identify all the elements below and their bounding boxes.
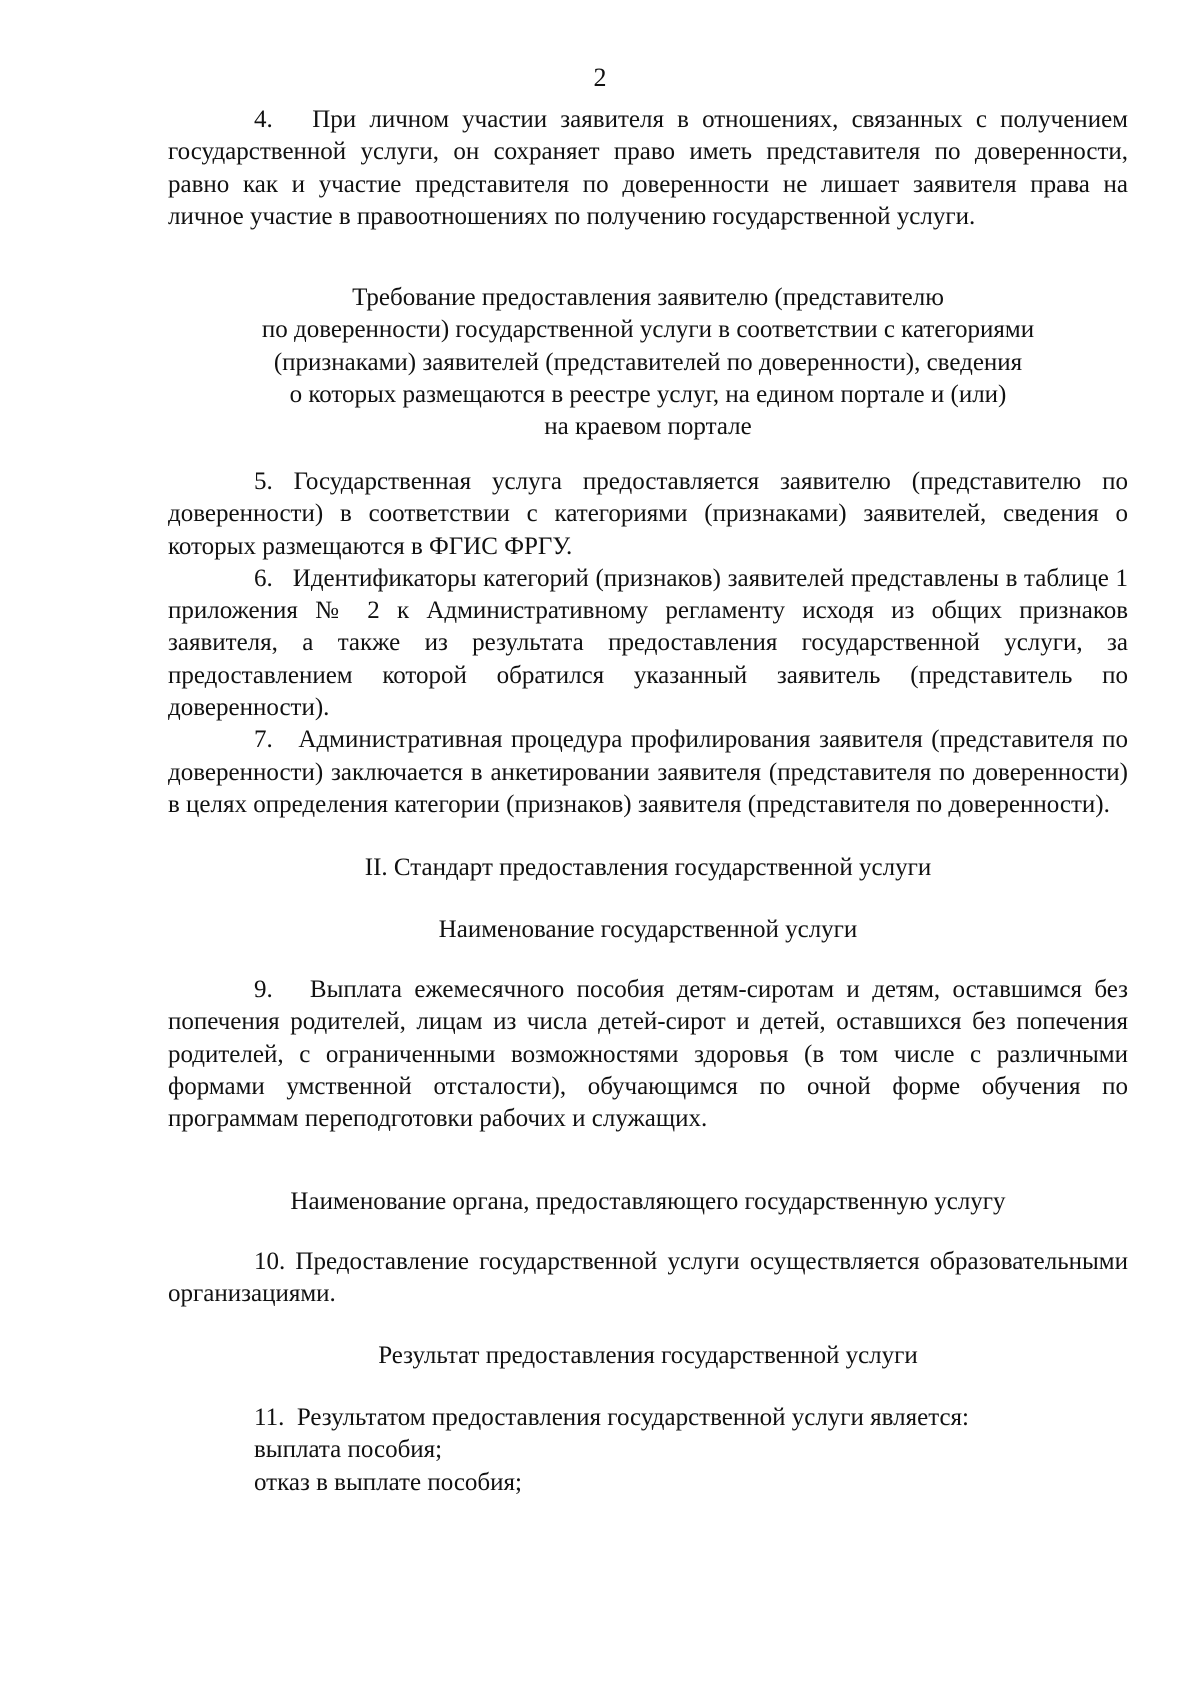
paragraph-11: [168, 1402, 1128, 1499]
paragraph-9: [168, 974, 1128, 1135]
heading-organ-text: Наименование органа, предоставляющего государственную услугу: [290, 1188, 1006, 1215]
paragraph-4-text: 4. При личном участии заявителя в отношениях, связанных с получением государственной услуги, он сохраняет право иметь представителя по доверенности, равно как и участие представителя по доверенности не лишает заявителя права на личное участие в правоотношениях по получению государственной услуги.: [168, 106, 1128, 230]
section-title: [168, 852, 1128, 884]
paragraph-9-text: 9. Выплата ежемесячного пособия детям-сиротам и детям, оставшимся без попечения родителей, лицам из числа детей-сирот и детей, оставшихся без попечения родителей, с ограниченными возможностями здоровья (в том числе с различными формами умственной отсталости), обучающимся по очной форме обучения по программам переподготовки рабочих и служащих.: [168, 976, 1128, 1133]
section-title-text: II. Стандарт предоставления государственной услуги: [364, 854, 932, 881]
heading-requirement-line-5: на краевом портале: [544, 413, 752, 441]
heading-name-text: Наименование государственной услуги: [438, 916, 858, 943]
paragraph-10-text: 10. Предоставление государственной услуги осуществляется образовательными организациями.: [168, 1248, 1128, 1308]
heading-organ: [168, 1186, 1128, 1218]
paragraph-4: [168, 104, 1128, 233]
heading-name: [168, 914, 1128, 946]
paragraph-11-item-2: отказ в выплате пособия;: [254, 1468, 522, 1496]
paragraph-11-item-1: выплата пособия;: [254, 1436, 443, 1464]
paragraphs-5-7: [168, 466, 1128, 821]
heading-requirement-line-4: о которых размещаются в реестре услуг, на едином портале и (или): [289, 380, 1007, 408]
page-number: 2: [593, 63, 607, 92]
paragraph-6-text: 6. Идентификаторы категорий (признаков) заявителей представлены в таблице 1 приложения № 2 к Административному регламенту исходя из общих признаков заявителя, а также из результата предоставления государственной услуги, за предоставлением которой обратился указанный заявитель (представитель по доверенности).: [168, 564, 1128, 722]
paragraph-5-text: 5. Государственная услуга предоставляется заявителю (представителю по доверенности) в соответствии с категориями (признаками) заявителей, сведения о которых размещаются в ФГИС ФРГУ.: [168, 468, 1128, 560]
paragraph-11-intro: 11. Результатом предоставления государственной услуги является:: [254, 1404, 970, 1431]
heading-requirement-line-1: Требование предоставления заявителю (представителю: [352, 284, 944, 311]
heading-requirement: [168, 282, 1128, 443]
paragraph-10: [168, 1246, 1128, 1311]
heading-requirement-line-3: (признаками) заявителей (представителей по доверенности), сведения: [273, 348, 1023, 376]
heading-result: [168, 1340, 1128, 1372]
heading-result-text: Результат предоставления государственной услуги: [378, 1342, 918, 1369]
paragraph-7-text: 7. Административная процедура профилирования заявителя (представителя по доверенности) заключается в анкетировании заявителя (представителя по доверенности) в целях определения категории (признаков) заявителя (представителя по доверенности).: [168, 726, 1128, 818]
heading-requirement-line-2: по доверенности) государственной услуги в соответствии с категориями: [261, 316, 1035, 344]
